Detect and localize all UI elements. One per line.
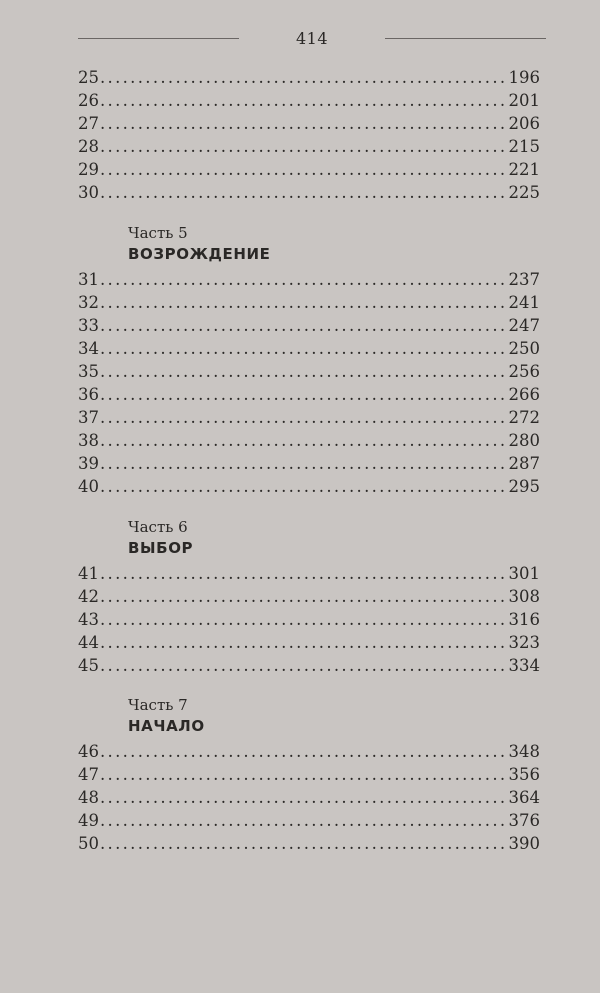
toc-entry: [78, 291, 540, 314]
dot-leader: [100, 181, 508, 204]
chapter-number: 37: [78, 408, 99, 428]
chapter-number: 43: [78, 609, 99, 629]
dot-leader: [100, 809, 508, 832]
page-reference: 301: [508, 563, 540, 583]
page-reference: 256: [508, 361, 540, 381]
toc-entry: [78, 608, 540, 631]
dot-leader: [100, 452, 508, 475]
page-reference: 201: [508, 91, 540, 111]
toc-entry: [78, 66, 540, 89]
toc-entry: [78, 786, 540, 809]
dot-leader: [100, 631, 508, 654]
toc-entry: [78, 654, 540, 677]
page-reference: 280: [508, 431, 540, 451]
chapter-number: 47: [78, 765, 99, 785]
toc-entry: [78, 337, 540, 360]
dot-leader: [100, 291, 508, 314]
page-reference: 334: [508, 655, 540, 675]
toc-entry: [78, 832, 540, 855]
dot-leader: [100, 135, 508, 158]
chapter-number: 29: [78, 160, 99, 180]
table-of-contents: [78, 66, 540, 855]
chapter-number: 41: [78, 563, 99, 583]
chapter-number: 32: [78, 292, 99, 312]
page-reference: 215: [508, 137, 540, 157]
toc-entry: [78, 360, 540, 383]
chapter-number: 35: [78, 361, 99, 381]
dot-leader: [100, 654, 508, 677]
page-reference: 196: [508, 68, 540, 87]
page-reference: 206: [508, 114, 540, 134]
toc-entry: [78, 268, 540, 291]
part-title: НАЧАЛО: [128, 716, 205, 735]
chapter-number: 44: [78, 632, 99, 652]
dot-leader: [100, 475, 508, 498]
header-rule-left: [78, 38, 239, 39]
dot-leader: [100, 585, 508, 608]
page-reference: 356: [508, 765, 540, 785]
page-reference: 376: [508, 811, 540, 831]
chapter-number: 46: [78, 741, 99, 761]
chapter-number: 25: [78, 68, 99, 87]
chapter-number: 27: [78, 114, 99, 134]
dot-leader: [100, 360, 508, 383]
toc-part-6-heading: [78, 517, 540, 559]
toc-entry: [78, 452, 540, 475]
dot-leader: [100, 314, 508, 337]
page-reference: 295: [508, 477, 540, 497]
toc-entry: [78, 406, 540, 429]
toc-entry: [78, 112, 540, 135]
page-reference: 316: [508, 609, 540, 629]
dot-leader: [100, 562, 508, 585]
dot-leader: [100, 66, 508, 89]
page-reference: 241: [508, 292, 540, 312]
chapter-number: 38: [78, 431, 99, 451]
dot-leader: [100, 406, 508, 429]
dot-leader: [100, 268, 508, 291]
toc-group-part-5: [78, 268, 540, 499]
page-reference: 390: [508, 834, 540, 854]
page-reference: 308: [508, 586, 540, 606]
part-label: Часть 7: [128, 695, 188, 714]
dot-leader: [100, 112, 508, 135]
page-reference: 250: [508, 338, 540, 358]
page-reference: 237: [508, 269, 540, 289]
toc-entry: [78, 383, 540, 406]
dot-leader: [100, 608, 508, 631]
page-reference: 247: [508, 315, 540, 335]
part-label: Часть 5: [128, 223, 188, 242]
page-reference: 287: [508, 454, 540, 474]
chapter-number: 40: [78, 477, 99, 497]
page-reference: 272: [508, 408, 540, 428]
toc-entry: [78, 314, 540, 337]
toc-entry: [78, 809, 540, 832]
chapter-number: 33: [78, 315, 99, 335]
toc-entry: [78, 89, 540, 112]
toc-entry: [78, 135, 540, 158]
toc-part-5-heading: [78, 223, 540, 265]
toc-group-part-7: [78, 740, 540, 855]
toc-entry: [78, 158, 540, 181]
part-label: Часть 6: [128, 517, 188, 536]
chapter-number: 36: [78, 385, 99, 405]
toc-entry: [78, 631, 540, 654]
dot-leader: [100, 383, 508, 406]
header-rule-right: [385, 38, 546, 39]
toc-group-part-6: [78, 562, 540, 677]
page-header: [78, 26, 546, 50]
page-reference: 348: [508, 741, 540, 761]
toc-entry: [78, 585, 540, 608]
chapter-number: 30: [78, 183, 99, 203]
dot-leader: [100, 832, 508, 855]
dot-leader: [100, 740, 508, 763]
chapter-number: 49: [78, 811, 99, 831]
page-reference: 221: [508, 160, 540, 180]
part-title: ВЫБОР: [128, 538, 194, 557]
toc-entry: [78, 562, 540, 585]
dot-leader: [100, 89, 508, 112]
page-reference: 323: [508, 632, 540, 652]
chapter-number: 39: [78, 454, 99, 474]
chapter-number: 45: [78, 655, 99, 675]
toc-entry: [78, 740, 540, 763]
chapter-number: 42: [78, 586, 99, 606]
chapter-number: 48: [78, 788, 99, 808]
toc-entry: [78, 763, 540, 786]
chapter-number: 31: [78, 269, 99, 289]
page-reference: 266: [508, 385, 540, 405]
chapter-number: 50: [78, 834, 99, 854]
part-title: ВОЗРОЖДЕНИЕ: [128, 244, 271, 263]
page-reference: 364: [508, 788, 540, 808]
chapter-number: 26: [78, 91, 99, 111]
toc-entry: [78, 429, 540, 452]
dot-leader: [100, 763, 508, 786]
dot-leader: [100, 337, 508, 360]
toc-entry: [78, 475, 540, 498]
chapter-number: 28: [78, 137, 99, 157]
toc-group-continued: [78, 66, 540, 205]
page-number: 414: [295, 28, 329, 48]
toc-entry: [78, 181, 540, 204]
page-reference: 225: [508, 183, 540, 203]
dot-leader: [100, 429, 508, 452]
toc-part-7-heading: [78, 695, 540, 737]
dot-leader: [100, 158, 508, 181]
chapter-number: 34: [78, 338, 99, 358]
dot-leader: [100, 786, 508, 809]
